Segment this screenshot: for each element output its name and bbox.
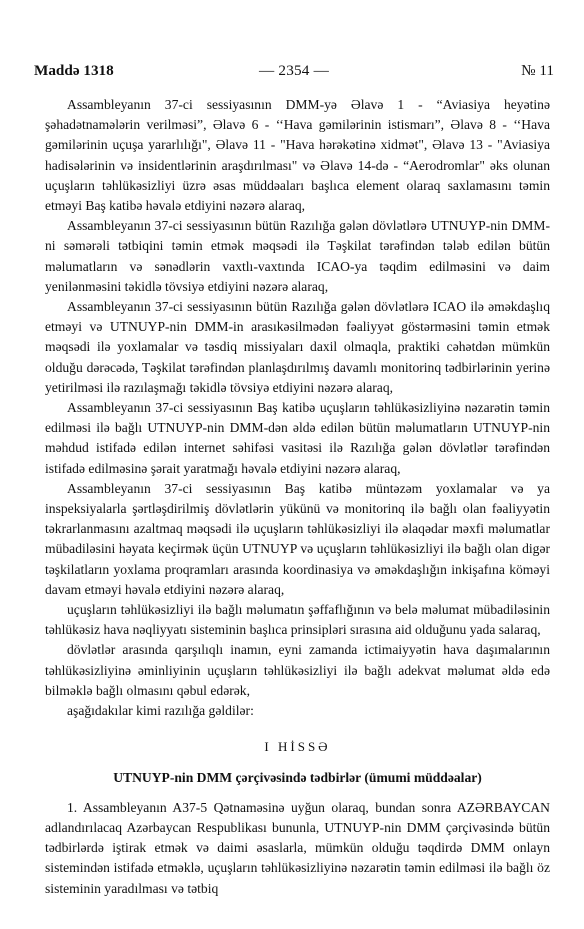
- paragraph: 1. Assambleyanın A37-5 Qətnaməsinə uyğun olaraq, bundan sonra AZƏRBAYCAN adlandırılacaq Azərbaycan Respublikası bununla, UTNUYP-nin DMM çərçivəsində bütün tədbirlərdə iştirak etmək və daimi əsaslarla, mümkün olduğu təqdirdə DMM onlayn sistemindən istifadə etməklə, uçuşların təhlükəsizliyinə nəzarətin təmin edilməsi ilə bağlı öz sisteminin yaradılması və tətbiq: [45, 799, 550, 896]
- paragraph: dövlətlər arasında qarşılıqlı inamın, eyni zamanda ictimaiyyətin hava daşımalarının təhlükəsizliyinə əminliyinin uçuşların təhlükəsizliyi ilə bağlı adekvat məlumat əldə edə bilməklə bağlı olmasını qəbul edərək,: [45, 642, 550, 698]
- paragraph: Assambleyanın 37-ci sessiyasının bütün Razılığa gələn dövlətlərə ICAO ilə əməkdaşlıq etməyi və UTNUYP-nin DMM-in arasıkəsilmədən fəaliyyət göstərməsini təmin etmək məqsədi ilə yoxlamalar və təsdiq missiyaları daxil olmaqla, praktiki cəhətdən mümkün olduğu dərəcədə, Təşkilat tərəfindən planlaşdırılmış davamlı monitorinq tədbirlərinin yerinə yetirilməsi ilə razılaşmağı təkidlə tövsiyə etdiyini nəzərə alaraq,: [45, 299, 550, 395]
- paragraph: Assambleyanın 37-ci sessiyasının DMM-yə Əlavə 1 - “Aviasiya heyətinə şəhadətnamələrin verilməsi”, Əlavə 6 - ‘‘Hava gəmilərinin istismarı”, Əlavə 8 - ‘‘Hava gəmilərinin uçuşa yararlılığı", Əlavə 11 - "Hava hərəkətinə xidmət", Əlavə 13 - "Aviasiya hadisələrinin və insidentlərinin araşdırılması" və Əlavə 14-də - “Aerodromlar" əks olunan uçuşların təhlükəsizliyi üzrə əsas müddəaları başlıca element olaraq saxlamasını təmin etməyi Baş katibə həvalə etdiyini nəzərə alaraq,: [45, 97, 550, 214]
- issue-number: № 11: [521, 62, 554, 79]
- page-header: [34, 62, 554, 82]
- paragraph: uçuşların təhlükəsizliyi ilə bağlı məlumatın şəffaflığının və belə məlumat mübadiləsinin təhlükəsiz hava nəqliyyatı sisteminin başlıca prinsipləri sırasına aid olduğunu yada salaraq,: [45, 602, 550, 638]
- paragraph: Assambleyanın 37-ci sessiyasının Baş katibə müntəzəm yoxlamalar və ya inspeksiyalarla şərtləşdirilmiş dövlətlərin yükünü və monitorinq ilə bağlı olan fəaliyyətin təkrarlanmasını azaltmaq məqsədi ilə uçuşların təhlükəsizliyi ilə əlaqədar məxfi məlumatlar mübadiləsini həyata keçirmək üçün UTNUYP və uçuşların təhlükəsizliyi ilə bağlı olan digər təşkilatların yoxlama proqramları arasında koordinasiya və əməkdaşlığın inkişafına köməyi davam etməyi həvalə etdiyini nəzərə alaraq,: [45, 480, 550, 597]
- paragraph: aşağıdakılar kimi razılığa gəldilər:: [67, 703, 254, 719]
- page-number: — 2354 —: [259, 62, 329, 79]
- paragraph: Assambleyanın 37-ci sessiyasının Baş katibə uçuşların təhlükəsizliyinə nəzarətin təmin edilməsi ilə bağlı UTNUYP-nin DMM-dən əldə edilən bütün məlumatların UTNUYP-nin məhdud istifadə edilən internet səhifəsi vasitəsi ilə Razılığa gələn dövlətlər tərəfindən istifadə edilməsinə şərait yaratmağı həvalə etdiyini nəzərə alaraq,: [45, 400, 550, 476]
- document-body: [45, 95, 550, 899]
- section-number: I HİSSƏ: [264, 739, 331, 755]
- article-number: Maddə 1318: [34, 62, 114, 79]
- section-title: UTNUYP-nin DMM çərçivəsində tədbirlər (ümumi müddəalar): [113, 769, 482, 785]
- paragraph: Assambleyanın 37-ci sessiyasının bütün Razılığa gələn dövlətlərə UTNUYP-nin DMM-ni səmərəli tətbiqini təmin etmək məqsədi ilə Təşkilat tərəfindən tələb edilən bütün məlumatların və sənədlərin vaxtlı-vaxtında ICAO-ya təqdim edilməsini və daim yenilənməsini təkidlə tövsiyə etdiyini nəzərə alaraq,: [45, 218, 550, 294]
